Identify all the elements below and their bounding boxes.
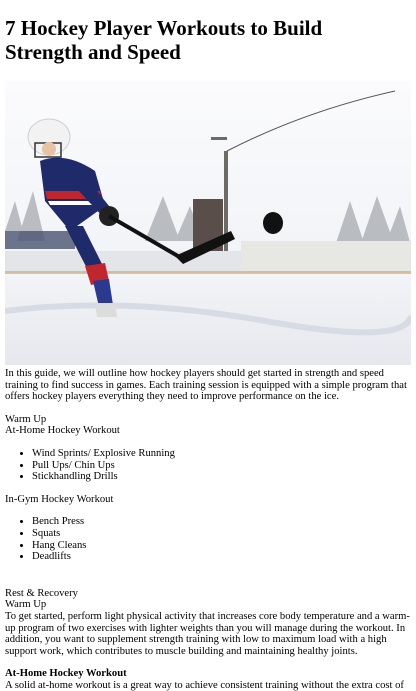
toc-at-home-list	[5, 448, 411, 483]
hero-image-hockey-player	[5, 81, 411, 365]
at-home-paragraph: A solid at-home workout is a great way to achieve consistent training without the extra cost of	[5, 679, 404, 691]
toc-at-home: At-Home Hockey Workout	[5, 425, 120, 437]
toc-rest-recovery: Rest & Recovery	[5, 587, 78, 599]
list-item: • Bench Press	[32, 516, 411, 528]
warm-up-paragraph: To get started, perform light physical activity that increases core body temperature and a warm-up program of two exercises with lighter weights than you will manage during the workout. In addition, you want to supplement strength training with low to maximum load with a high support work, which contributes to muscle building and maintaining healthy joints.	[5, 610, 410, 657]
hockey-photo-illustration	[5, 81, 411, 365]
list-item: • Hang Cleans	[32, 540, 411, 552]
toc-in-gym-list	[5, 516, 411, 562]
list-item: • Squats	[32, 528, 411, 540]
section-heading-at-home: At-Home Hockey Workout	[5, 668, 127, 680]
list-item: • Pull Ups/ Chin Ups	[32, 460, 411, 472]
section-heading-warm-up: Warm Up	[5, 599, 47, 611]
page-title: 7 Hockey Player Workouts to Build Strength and Speed	[5, 16, 323, 64]
toc-in-gym: In-Gym Hockey Workout	[5, 493, 114, 505]
toc-warm-up: Warm Up	[5, 413, 47, 425]
list-item: • Wind Sprints/ Explosive Running	[32, 448, 411, 460]
list-item: • Stickhandling Drills	[32, 471, 411, 483]
intro-paragraph: In this guide, we will outline how hockey players should get started in strength and speed training to find success in games. Each training session is equipped with a simple program that offers hockey players everything they need to improve performance on the ice.	[5, 368, 407, 403]
list-item: • Deadlifts	[32, 551, 411, 563]
